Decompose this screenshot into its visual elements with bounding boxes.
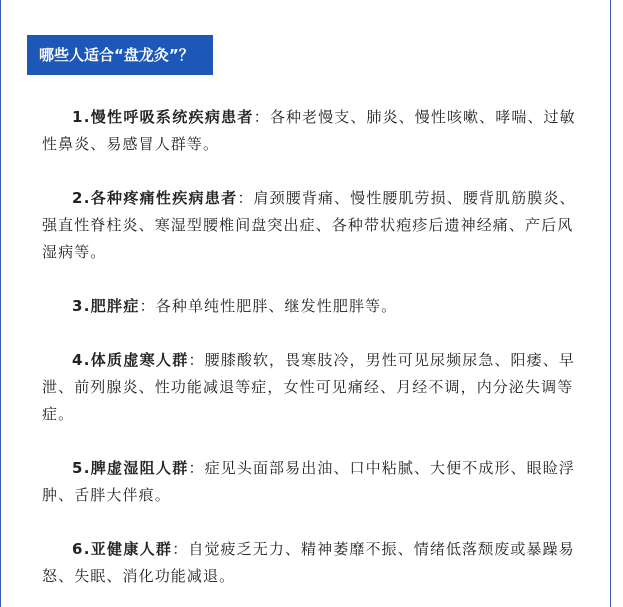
item-text: 症见头面部易出油、口中粘腻、大便不成形、眼睑浮肿、舌胖大伴痕。 <box>42 459 575 504</box>
item-separator: ： <box>139 297 156 315</box>
section-heading: 哪些人适合“盘龙灸”？ <box>27 35 213 75</box>
item-text: 各种老慢支、肺炎、慢性咳嗽、哮喘、过敏性鼻炎、易感冒人群等。 <box>42 108 576 153</box>
item-separator: ： <box>237 189 254 207</box>
list-item-6 <box>42 536 582 590</box>
item-title: 3.肥胖症 <box>72 297 140 315</box>
list-item-1 <box>42 104 582 158</box>
list-item-4 <box>42 347 582 428</box>
item-text: 肩颈腰背痛、慢性腰肌劳损、腰背肌筋膜炎、强直性脊柱炎、寒湿型腰椎间盘突出症、各种带状疱疹后遗神经痛、产后风湿病等。 <box>42 189 576 261</box>
item-title: 6.亚健康人群 <box>72 540 173 558</box>
item-separator: ： <box>253 108 270 126</box>
item-title: 4.体质虚寒人群 <box>72 351 189 369</box>
item-title: 5.脾虚湿阻人群 <box>72 459 189 477</box>
item-separator: ： <box>172 540 189 558</box>
item-text: 各种单纯性肥胖、继发性肥胖等。 <box>155 297 398 315</box>
list-item-5 <box>42 455 582 509</box>
item-separator: ： <box>188 351 205 369</box>
item-text: 腰膝酸软，畏寒肢冷，男性可见尿频尿急、阳痿、早泄、前列腺炎、性功能减退等症，女性可见痛经、月经不调，内分泌失调等症。 <box>42 351 575 423</box>
item-separator: ： <box>188 459 205 477</box>
list-item-2 <box>42 185 582 266</box>
item-text: 自觉疲乏无力、精神萎靡不振、情绪低落颓废或暴躁易怒、失眠、消化功能减退。 <box>42 540 575 585</box>
item-title: 1.慢性呼吸系统疾病患者 <box>72 108 254 126</box>
article-body <box>42 104 582 607</box>
list-item-3 <box>42 293 582 320</box>
item-title: 2.各种疼痛性疾病患者 <box>72 189 238 207</box>
